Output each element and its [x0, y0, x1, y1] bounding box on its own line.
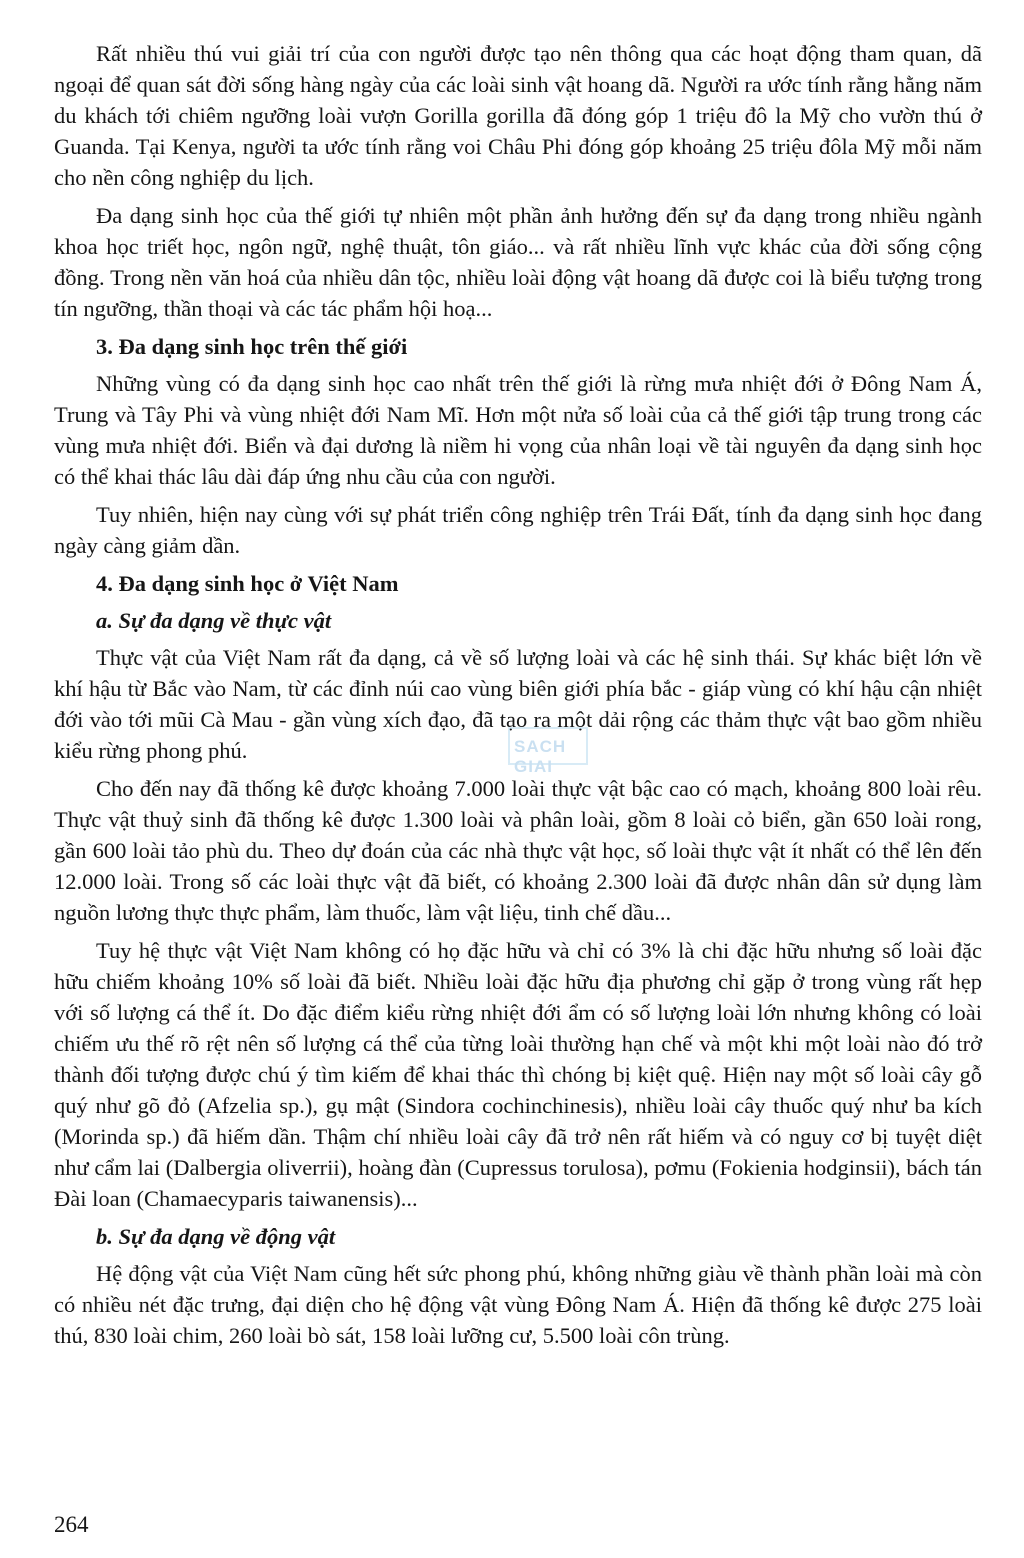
watermark-text: SACH GIAI — [514, 737, 567, 776]
page-number: 264 — [54, 1512, 89, 1537]
subsection-heading-plants: a. Sự đa dạng về thực vật — [96, 608, 332, 633]
page-body — [54, 38, 982, 1358]
paragraph-plant-statistics: Cho đến nay đã thống kê được khoảng 7.000 loài thực vật bậc cao có mạch, khoảng 800 loài rêu. Thực vật thuỷ sinh đã thống kê được 1.300 loài và phân loài, gồm 8 loài cỏ biển, gần 650 loài rong, gần 600 loài tảo phù du. Theo dự đoán của các nhà thực vật học, số loài thực vật ít nhất có thể lên đến 12.000 loài. Trong số các loài thực vật đã biết, có khoảng 2.300 loài đã được nhân dân sử dụng làm nguồn lương thực thực phẩm, làm thuốc, làm vật liệu, tinh chế dầu... — [54, 776, 982, 925]
paragraph-plant-diversity: Thực vật của Việt Nam rất đa dạng, cả về số lượng loài và các hệ sinh thái. Sự khác biệt lớn về khí hậu từ Bắc vào Nam, từ các đỉnh núi cao vùng biên giới phía bắc - giáp vùng có khí hậu cận nhiệt đới vào tới mũi Cà Mau - gần vùng xích đạo, đã tạo ra một dải rộng các thảm thực vật bao gồm nhiều kiểu rừng phong phú. — [54, 645, 982, 763]
paragraph-endemic-plants: Tuy hệ thực vật Việt Nam không có họ đặc hữu và chỉ có 3% là chi đặc hữu nhưng số loài đặc hữu chiếm khoảng 10% số loài đã biết. Nhiều loài đặc hữu địa phương chỉ gặp ở trong vùng rất hẹp với số lượng cá thể ít. Do đặc điểm kiểu rừng nhiệt đới ẩm có số lượng loài lớn nhưng không có loài chiếm ưu thế rõ rệt nên số lượng cá thể của từng loài thường hạn chế và một khi một loài nào đó trở thành đối tượng được chú ý tìm kiếm để khai thác thì chóng bị kiệt quệ. Hiện nay một số loài cây gỗ quý như gõ đỏ (Afzelia sp.), gụ mật (Sindora cochinchinesis), nhiều loài cây thuốc quý như ba kích (Morinda sp.) đã hiếm dần. Thậm chí nhiều loài cây đã trở nên rất hiếm và có nguy cơ bị tuyệt diệt như cẩm lai (Dalbergia oliverrii), hoàng đàn (Cupressus torulosa), pơmu (Fokienia hodginsii), bách tán Đài loan (Chamaecyparis taiwanensis)... — [54, 938, 982, 1211]
paragraph-culture-influence: Đa dạng sinh học của thế giới tự nhiên một phần ảnh hưởng đến sự đa dạng trong nhiều ngành khoa học triết học, ngôn ngữ, nghệ thuật, tôn giáo... và rất nhiều lĩnh vực khác của đời sống cộng đồng. Trong nền văn hoá của nhiều dân tộc, nhiều loài động vật hoang dã được coi là biểu tượng trong tín ngưỡng, thần thoại và các tác phẩm hội hoạ... — [54, 203, 982, 321]
paragraph-world-hotspots: Những vùng có đa dạng sinh học cao nhất trên thế giới là rừng mưa nhiệt đới ở Đông Nam Á, Trung và Tây Phi và vùng nhiệt đới Nam Mĩ. Hơn một nửa số loài của cả thế giới tập trung trong các vùng mưa nhiệt đới. Biển và đại dương là niềm hi vọng của nhân loại về tài nguyên đa dạng sinh học có thể khai thác lâu dài đáp ứng nhu cầu của con người. — [54, 371, 982, 489]
section-heading-vietnam: 4. Đa dạng sinh học ở Việt Nam — [96, 571, 399, 596]
section-heading-world: 3. Đa dạng sinh học trên thế giới — [96, 334, 408, 359]
paragraph-decline: Tuy nhiên, hiện nay cùng với sự phát triển công nghiệp trên Trái Đất, tính đa dạng sinh học đang ngày càng giảm dần. — [54, 502, 982, 558]
watermark-logo — [508, 727, 590, 776]
subsection-heading-animals: b. Sự đa dạng về động vật — [96, 1224, 336, 1249]
paragraph-recreation-value: Rất nhiều thú vui giải trí của con người được tạo nên thông qua các hoạt động tham quan, dã ngoại để quan sát đời sống hàng ngày của các loài sinh vật hoang dã. Người ra ước tính rằng hằng năm du khách tới chiêm ngưỡng loài vượn Gorilla gorilla đã đóng góp 1 triệu đô la Mỹ cho vườn thú ở Guanda. Tại Kenya, người ta ước tính rằng voi Châu Phi đóng góp khoảng 25 triệu đôla Mỹ mỗi năm cho nền công nghiệp du lịch. — [54, 41, 982, 190]
paragraph-animal-diversity: Hệ động vật của Việt Nam cũng hết sức phong phú, không những giàu về thành phần loài mà còn có nhiều nét đặc trưng, đại diện cho hệ động vật vùng Đông Nam Á. Hiện đã thống kê được 275 loài thú, 830 loài chim, 260 loài bò sát, 158 loài lưỡng cư, 5.500 loài côn trùng. — [54, 1261, 982, 1348]
